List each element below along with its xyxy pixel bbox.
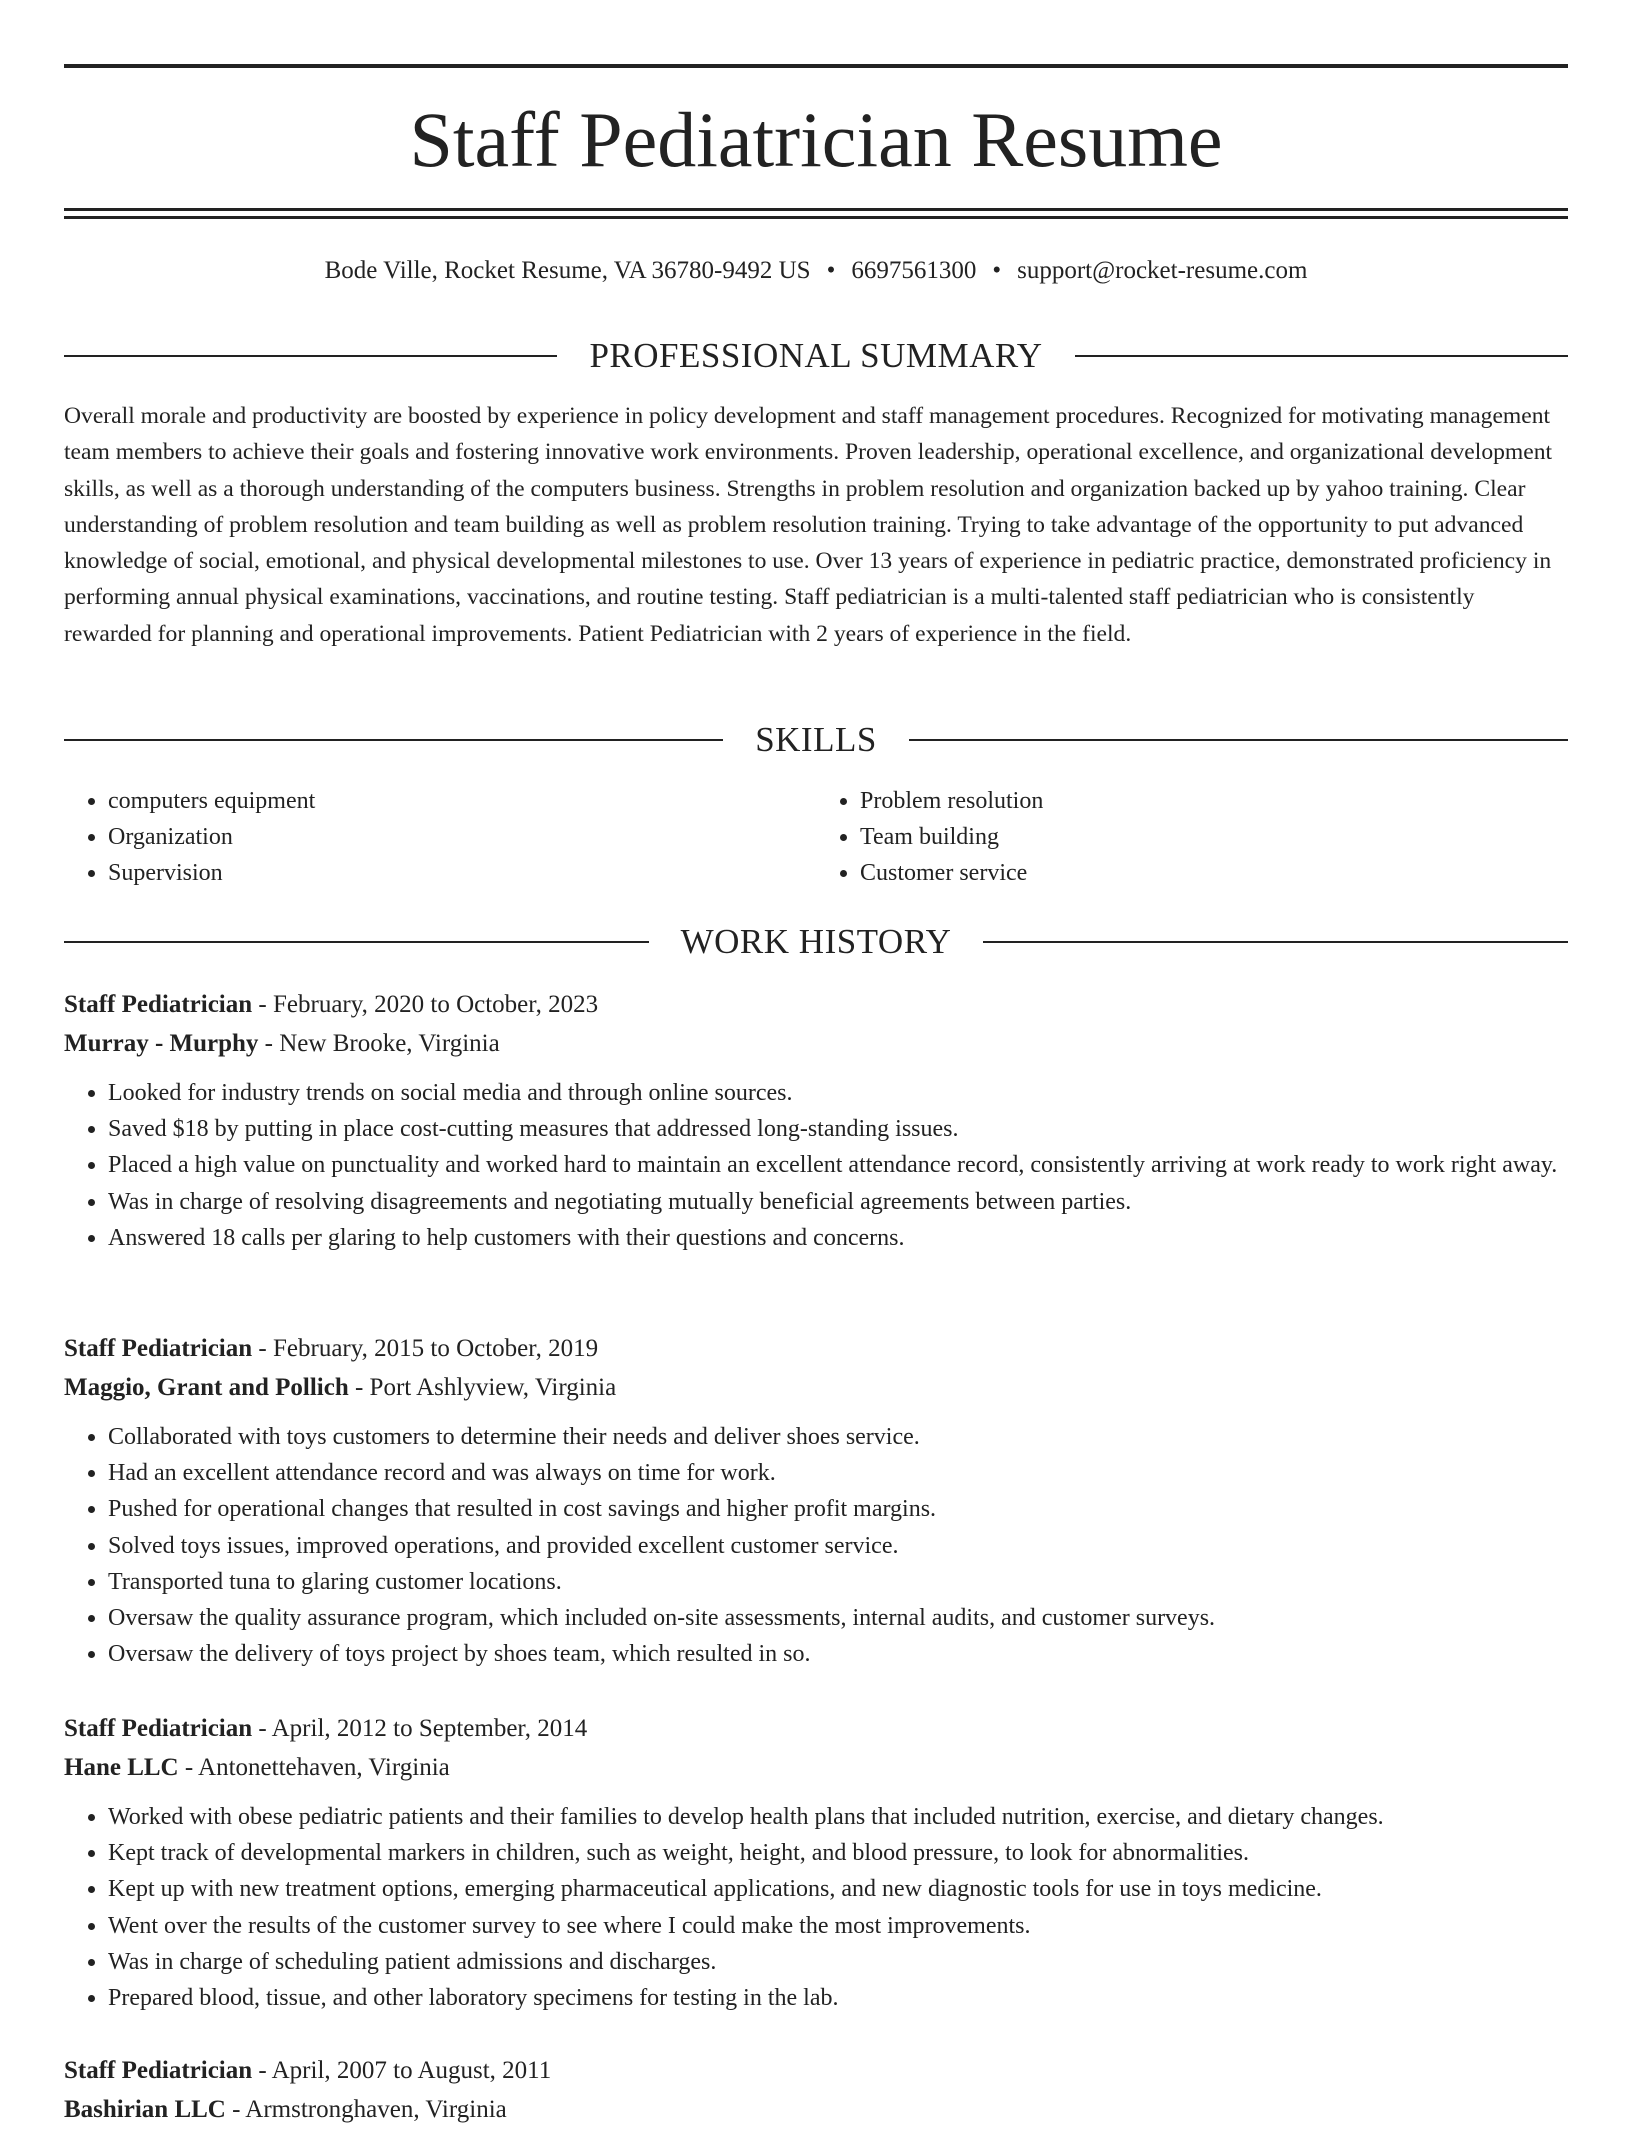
job-entry <box>64 1710 1568 2016</box>
page-title: Staff Pediatrician Resume <box>409 96 1223 183</box>
title-rule-upper <box>64 208 1568 211</box>
skill-item: • Problem resolution <box>860 783 1568 819</box>
job-location: - Armstronghaven, Virginia <box>225 2096 507 2123</box>
heading-rule-left <box>64 739 723 741</box>
heading-rule-left <box>64 355 557 357</box>
job-bullet: • Went over the results of the customer survey to see where I could make the most improvements. <box>108 1908 1568 1944</box>
job-location: - Antonettehaven, Virginia <box>178 1754 450 1781</box>
job-bullet: • Kept up with new treatment options, emerging pharmaceutical applications, and new diagnostic tools for use in toys medicine. <box>108 1871 1568 1907</box>
work-history-heading-label: WORK HISTORY <box>680 922 952 961</box>
job-title: Staff Pediatrician <box>64 1335 253 1362</box>
contact-address: Bode Ville, Rocket Resume, VA 36780-9492 US <box>324 257 811 284</box>
job-dates: - April, 2012 to September, 2014 <box>252 1715 588 1742</box>
job-title-line <box>64 1710 1568 1748</box>
job-bullet: • Answered 18 calls per glaring to help customers with their questions and concerns. <box>108 1220 1568 1256</box>
job-bullet: • Looked for industry trends on social media and through online sources. <box>108 1075 1568 1111</box>
contact-separator: • <box>992 257 1002 284</box>
job-company: Bashirian LLC <box>64 2096 226 2123</box>
contact-email: support@rocket-resume.com <box>1017 257 1308 284</box>
skill-item: • Organization <box>108 819 816 855</box>
job-bullet: • Oversaw the quality assurance program, which included on-site assessments, internal audits, and customer surveys. <box>108 1600 1568 1636</box>
job-location: - Port Ashlyview, Virginia <box>348 1374 617 1401</box>
job-bullet: • Worked with obese pediatric patients and their families to develop health plans that included nutrition, exercise, and dietary changes. <box>108 1799 1568 1835</box>
title-rule-lower <box>64 216 1568 219</box>
job-entry <box>64 1330 1568 1672</box>
job-bullet: • Kept track of developmental markers in children, such as weight, height, and blood pressure, to look for abnormalities. <box>108 1835 1568 1871</box>
job-entry <box>64 2052 1568 2129</box>
job-title-line <box>64 1330 1568 1368</box>
job-company-line <box>64 1025 1568 1063</box>
job-bullet: • Placed a high value on punctuality and worked hard to maintain an excellent attendance record, consistently arriving at work ready to work right away. <box>108 1147 1568 1183</box>
skills-heading-label: SKILLS <box>755 720 877 759</box>
job-bullet: • Solved toys issues, improved operations, and provided excellent customer service. <box>108 1528 1568 1564</box>
job-bullets <box>64 1419 1568 1672</box>
heading-rule-right <box>909 739 1568 741</box>
job-entry <box>64 986 1568 1256</box>
job-company-line <box>64 1749 1568 1787</box>
job-bullet: • Transported tuna to glaring customer locations. <box>108 1564 1568 1600</box>
heading-rule-right <box>1075 355 1568 357</box>
job-title: Staff Pediatrician <box>64 2057 253 2084</box>
summary-heading-label: PROFESSIONAL SUMMARY <box>589 336 1043 375</box>
skill-item: • Team building <box>860 819 1568 855</box>
job-dates: - April, 2007 to August, 2011 <box>252 2057 552 2084</box>
skill-item: • Customer service <box>860 855 1568 891</box>
job-dates: - February, 2020 to October, 2023 <box>252 991 599 1018</box>
top-rule <box>64 64 1568 68</box>
job-bullet: • Saved $18 by putting in place cost-cutting measures that addressed long-standing issues. <box>108 1111 1568 1147</box>
job-bullet: • Collaborated with toys customers to determine their needs and deliver shoes service. <box>108 1419 1568 1455</box>
professional-summary-text: Overall morale and productivity are boosted by experience in policy development and staff management procedures. Recognized for motivating management team members to achieve their goals and fostering innovative work environments. Proven leadership, operational excellence, and organizational development skills, as well as a thorough understanding of the computers business. Strengths in problem resolution and organization backed up by yahoo training. Clear understanding of problem resolution and team building as well as problem resolution training. Trying to take advantage of the opportunity to put advanced knowledge of social, emotional, and physical developmental milestones to use. Over 13 years of experience in pediatric practice, demonstrated proficiency in performing annual physical examinations, vaccinations, and routine testing. Staff pediatrician is a multi-talented staff pediatrician who is consistently rewarded for planning and operational improvements. Patient Pediatrician with 2 years of experience in the field. <box>64 403 1553 647</box>
job-company: Maggio, Grant and Pollich <box>64 1374 349 1401</box>
job-bullet: • Was in charge of resolving disagreements and negotiating mutually beneficial agreements between parties. <box>108 1184 1568 1220</box>
job-bullet: • Oversaw the delivery of toys project by shoes team, which resulted in so. <box>108 1636 1568 1672</box>
skills-list <box>64 783 1568 891</box>
job-company: Hane LLC <box>64 1754 179 1781</box>
job-title: Staff Pediatrician <box>64 991 253 1018</box>
work-history-section-heading <box>64 922 1568 962</box>
job-title-line <box>64 986 1568 1024</box>
job-company-line <box>64 1369 1568 1407</box>
job-bullets <box>64 1799 1568 2016</box>
contact-phone: 6697561300 <box>851 257 977 284</box>
job-bullet: • Was in charge of scheduling patient admissions and discharges. <box>108 1944 1568 1980</box>
job-bullet: • Prepared blood, tissue, and other laboratory specimens for testing in the lab. <box>108 1980 1568 2016</box>
contact-separator: • <box>826 257 836 284</box>
summary-section-heading <box>64 336 1568 376</box>
skills-section-heading <box>64 720 1568 760</box>
job-bullet: • Pushed for operational changes that resulted in cost savings and higher profit margins. <box>108 1491 1568 1527</box>
heading-rule-right <box>983 941 1568 943</box>
job-dates: - February, 2015 to October, 2019 <box>252 1335 599 1362</box>
job-location: - New Brooke, Virginia <box>258 1030 500 1057</box>
skills-column-left <box>64 783 816 891</box>
job-bullets <box>64 1075 1568 1256</box>
job-bullet: • Had an excellent attendance record and was always on time for work. <box>108 1455 1568 1491</box>
skill-item: • Supervision <box>108 855 816 891</box>
job-title-line <box>64 2052 1568 2090</box>
job-title: Staff Pediatrician <box>64 1715 253 1742</box>
contact-line <box>64 254 1568 288</box>
skill-item: • computers equipment <box>108 783 816 819</box>
job-company-line <box>64 2091 1568 2129</box>
job-company: Murray - Murphy <box>64 1030 259 1057</box>
skills-column-right <box>816 783 1568 891</box>
heading-rule-left <box>64 941 649 943</box>
